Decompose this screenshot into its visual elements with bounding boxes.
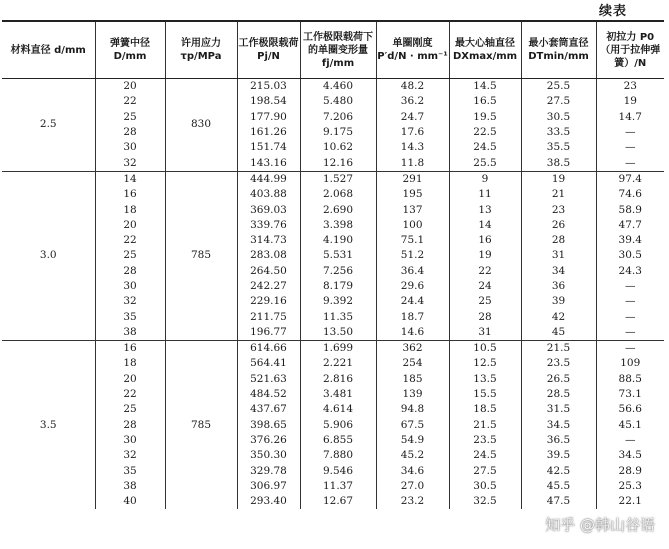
stiffness-cell: 291 (376, 171, 449, 187)
initial-tension-cell: 88.5 (596, 372, 664, 387)
stiffness-cell: 27.0 (376, 479, 449, 494)
mean-diameter-cell: 25 (95, 402, 165, 417)
min-sleeve-cell: 23 (521, 202, 596, 217)
deflection-cell: 13.50 (300, 325, 376, 341)
allowable-stress-cell: 785 (165, 341, 237, 510)
limit-load-cell: 403.88 (237, 187, 300, 202)
deflection-cell: 3.481 (300, 387, 376, 402)
min-sleeve-cell: 19 (521, 171, 596, 187)
initial-tension-cell: 24.3 (596, 264, 664, 279)
limit-load-cell: 369.03 (237, 202, 300, 217)
max-mandrel-cell: 16 (449, 233, 521, 248)
limit-load-cell: 215.03 (237, 79, 300, 95)
limit-load-cell: 293.40 (237, 494, 300, 509)
min-sleeve-cell: 23.5 (521, 356, 596, 371)
stiffness-cell: 24.7 (376, 110, 449, 125)
min-sleeve-cell: 33.5 (521, 125, 596, 140)
max-mandrel-cell: 24.5 (449, 140, 521, 155)
table-row (2, 418, 664, 433)
stiffness-cell: 36.4 (376, 264, 449, 279)
limit-load-cell: 398.65 (237, 418, 300, 433)
mean-diameter-cell: 20 (95, 79, 165, 95)
limit-load-cell: 264.50 (237, 264, 300, 279)
stiffness-cell: 29.6 (376, 279, 449, 294)
limit-load-cell: 151.74 (237, 140, 300, 155)
table-row (2, 356, 664, 371)
limit-load-cell: 283.08 (237, 248, 300, 263)
stiffness-cell: 137 (376, 202, 449, 217)
max-mandrel-cell: 15.5 (449, 387, 521, 402)
initial-tension-cell: — (596, 125, 664, 140)
table-row (2, 110, 664, 125)
stiffness-cell: 195 (376, 187, 449, 202)
mean-diameter-cell: 35 (95, 309, 165, 324)
column-header: 初拉力 P0（用于拉伸弹簧）/N (596, 21, 664, 79)
max-mandrel-cell: 19 (449, 248, 521, 263)
deflection-cell: 5.480 (300, 94, 376, 109)
min-sleeve-cell: 45.5 (521, 479, 596, 494)
limit-load-cell: 350.30 (237, 448, 300, 463)
stiffness-cell: 185 (376, 372, 449, 387)
wire-diameter-cell: 2.5 (2, 79, 95, 172)
table-row (2, 372, 664, 387)
column-header: 弹簧中径 D/mm (95, 21, 165, 79)
limit-load-cell: 521.63 (237, 372, 300, 387)
limit-load-cell: 177.90 (237, 110, 300, 125)
allowable-stress-cell: 830 (165, 79, 237, 172)
mean-diameter-cell: 22 (95, 233, 165, 248)
limit-load-cell: 339.76 (237, 218, 300, 233)
limit-load-cell: 376.26 (237, 433, 300, 448)
mean-diameter-cell: 30 (95, 433, 165, 448)
initial-tension-cell: 73.1 (596, 387, 664, 402)
limit-load-cell: 614.66 (237, 341, 300, 357)
max-mandrel-cell: 13 (449, 202, 521, 217)
min-sleeve-cell: 34.5 (521, 418, 596, 433)
deflection-cell: 9.392 (300, 294, 376, 309)
limit-load-cell: 196.77 (237, 325, 300, 341)
deflection-cell: 7.206 (300, 110, 376, 125)
table-row (2, 187, 664, 202)
stiffness-cell: 94.8 (376, 402, 449, 417)
initial-tension-cell: — (596, 309, 664, 324)
table-row (2, 387, 664, 402)
min-sleeve-cell: 42 (521, 309, 596, 324)
column-header: 最小套筒直径 DTmin/mm (521, 21, 596, 79)
initial-tension-cell: 74.6 (596, 187, 664, 202)
table-row (2, 233, 664, 248)
min-sleeve-cell: 28 (521, 233, 596, 248)
mean-diameter-cell: 30 (95, 140, 165, 155)
mean-diameter-cell: 32 (95, 294, 165, 309)
initial-tension-cell: 30.5 (596, 248, 664, 263)
mean-diameter-cell: 22 (95, 387, 165, 402)
limit-load-cell: 444.99 (237, 171, 300, 187)
table-row (2, 94, 664, 109)
max-mandrel-cell: 13.5 (449, 372, 521, 387)
header-row (2, 21, 664, 79)
initial-tension-cell: 25.3 (596, 479, 664, 494)
stiffness-cell: 11.8 (376, 155, 449, 171)
stiffness-cell: 100 (376, 218, 449, 233)
mean-diameter-cell: 28 (95, 418, 165, 433)
initial-tension-cell: — (596, 279, 664, 294)
max-mandrel-cell: 25.5 (449, 155, 521, 171)
table-row (2, 155, 664, 171)
stiffness-cell: 54.9 (376, 433, 449, 448)
table-row (2, 248, 664, 263)
initial-tension-cell: 97.4 (596, 171, 664, 187)
initial-tension-cell: — (596, 294, 664, 309)
stiffness-cell: 36.2 (376, 94, 449, 109)
table-row (2, 402, 664, 417)
initial-tension-cell: — (596, 433, 664, 448)
initial-tension-cell: 39.4 (596, 233, 664, 248)
max-mandrel-cell: 19.5 (449, 110, 521, 125)
stiffness-cell: 45.2 (376, 448, 449, 463)
table-row (2, 140, 664, 155)
limit-load-cell: 211.75 (237, 309, 300, 324)
initial-tension-cell: 45.1 (596, 418, 664, 433)
limit-load-cell: 198.54 (237, 94, 300, 109)
deflection-cell: 2.068 (300, 187, 376, 202)
max-mandrel-cell: 18.5 (449, 402, 521, 417)
column-header: 材料直径 d/mm (2, 21, 95, 79)
table-row (2, 264, 664, 279)
initial-tension-cell: 14.7 (596, 110, 664, 125)
max-mandrel-cell: 14 (449, 218, 521, 233)
table-row (2, 463, 664, 478)
limit-load-cell: 484.52 (237, 387, 300, 402)
min-sleeve-cell: 39 (521, 294, 596, 309)
max-mandrel-cell: 21.5 (449, 418, 521, 433)
initial-tension-cell: 58.9 (596, 202, 664, 217)
stiffness-cell: 14.6 (376, 325, 449, 341)
mean-diameter-cell: 28 (95, 125, 165, 140)
table-row (2, 494, 664, 509)
table-row (2, 218, 664, 233)
min-sleeve-cell: 47.5 (521, 494, 596, 509)
initial-tension-cell: 34.5 (596, 448, 664, 463)
max-mandrel-cell: 25 (449, 294, 521, 309)
deflection-cell: 1.527 (300, 171, 376, 187)
column-header: 单圈刚度 P′d/N · mm⁻¹ (376, 21, 449, 79)
deflection-cell: 4.190 (300, 233, 376, 248)
table-row (2, 279, 664, 294)
spring-spec-table (2, 20, 664, 509)
limit-load-cell: 143.16 (237, 155, 300, 171)
initial-tension-cell: 28.9 (596, 463, 664, 478)
mean-diameter-cell: 28 (95, 264, 165, 279)
initial-tension-cell: 109 (596, 356, 664, 371)
deflection-cell: 5.531 (300, 248, 376, 263)
initial-tension-cell: — (596, 140, 664, 155)
stiffness-cell: 14.3 (376, 140, 449, 155)
max-mandrel-cell: 28 (449, 309, 521, 324)
mean-diameter-cell: 38 (95, 325, 165, 341)
min-sleeve-cell: 30.5 (521, 110, 596, 125)
column-header: 许用应力 τp/MPa (165, 21, 237, 79)
max-mandrel-cell: 12.5 (449, 356, 521, 371)
initial-tension-cell: — (596, 341, 664, 357)
initial-tension-cell: 22.1 (596, 494, 664, 509)
table-row (2, 79, 664, 95)
max-mandrel-cell: 30.5 (449, 479, 521, 494)
max-mandrel-cell: 31 (449, 325, 521, 341)
initial-tension-cell: 47.7 (596, 218, 664, 233)
deflection-cell: 9.175 (300, 125, 376, 140)
deflection-cell: 10.62 (300, 140, 376, 155)
mean-diameter-cell: 18 (95, 356, 165, 371)
allowable-stress-cell: 785 (165, 171, 237, 340)
table-row (2, 309, 664, 324)
mean-diameter-cell: 20 (95, 372, 165, 387)
limit-load-cell: 242.27 (237, 279, 300, 294)
limit-load-cell: 229.16 (237, 294, 300, 309)
min-sleeve-cell: 27.5 (521, 94, 596, 109)
mean-diameter-cell: 32 (95, 448, 165, 463)
max-mandrel-cell: 27.5 (449, 463, 521, 478)
min-sleeve-cell: 42.5 (521, 463, 596, 478)
initial-tension-cell: — (596, 325, 664, 341)
max-mandrel-cell: 22.5 (449, 125, 521, 140)
deflection-cell: 2.221 (300, 356, 376, 371)
deflection-cell: 1.699 (300, 341, 376, 357)
max-mandrel-cell: 24.5 (449, 448, 521, 463)
mean-diameter-cell: 14 (95, 171, 165, 187)
stiffness-cell: 34.6 (376, 463, 449, 478)
wire-diameter-cell: 3.5 (2, 341, 95, 510)
mean-diameter-cell: 32 (95, 155, 165, 171)
min-sleeve-cell: 26.5 (521, 372, 596, 387)
deflection-cell: 4.614 (300, 402, 376, 417)
min-sleeve-cell: 21.5 (521, 341, 596, 357)
mean-diameter-cell: 25 (95, 110, 165, 125)
max-mandrel-cell: 14.5 (449, 79, 521, 95)
min-sleeve-cell: 28.5 (521, 387, 596, 402)
min-sleeve-cell: 21 (521, 187, 596, 202)
min-sleeve-cell: 36 (521, 279, 596, 294)
deflection-cell: 11.35 (300, 309, 376, 324)
min-sleeve-cell: 39.5 (521, 448, 596, 463)
mean-diameter-cell: 16 (95, 187, 165, 202)
min-sleeve-cell: 25.5 (521, 79, 596, 95)
limit-load-cell: 161.26 (237, 125, 300, 140)
min-sleeve-cell: 31 (521, 248, 596, 263)
min-sleeve-cell: 36.5 (521, 433, 596, 448)
mean-diameter-cell: 35 (95, 463, 165, 478)
deflection-cell: 2.690 (300, 202, 376, 217)
min-sleeve-cell: 26 (521, 218, 596, 233)
initial-tension-cell: 56.6 (596, 402, 664, 417)
deflection-cell: 9.546 (300, 463, 376, 478)
deflection-cell: 8.179 (300, 279, 376, 294)
stiffness-cell: 18.7 (376, 309, 449, 324)
table-row (2, 479, 664, 494)
mean-diameter-cell: 38 (95, 479, 165, 494)
wire-diameter-cell: 3.0 (2, 171, 95, 340)
max-mandrel-cell: 16.5 (449, 94, 521, 109)
mean-diameter-cell: 22 (95, 94, 165, 109)
limit-load-cell: 437.67 (237, 402, 300, 417)
max-mandrel-cell: 10.5 (449, 341, 521, 357)
table-row (2, 448, 664, 463)
limit-load-cell: 306.97 (237, 479, 300, 494)
table-row (2, 171, 664, 187)
watermark: 知乎 @韩山谷语 (545, 516, 655, 534)
min-sleeve-cell: 31.5 (521, 402, 596, 417)
limit-load-cell: 329.78 (237, 463, 300, 478)
column-header: 最大心轴直径 DXmax/mm (449, 21, 521, 79)
max-mandrel-cell: 9 (449, 171, 521, 187)
deflection-cell: 12.67 (300, 494, 376, 509)
mean-diameter-cell: 25 (95, 248, 165, 263)
limit-load-cell: 564.41 (237, 356, 300, 371)
deflection-cell: 11.37 (300, 479, 376, 494)
stiffness-cell: 51.2 (376, 248, 449, 263)
deflection-cell: 12.16 (300, 155, 376, 171)
table-row (2, 125, 664, 140)
initial-tension-cell: 23 (596, 79, 664, 95)
stiffness-cell: 75.1 (376, 233, 449, 248)
table-body (2, 79, 664, 510)
stiffness-cell: 67.5 (376, 418, 449, 433)
deflection-cell: 5.906 (300, 418, 376, 433)
max-mandrel-cell: 23.5 (449, 433, 521, 448)
table-row (2, 325, 664, 341)
deflection-cell: 4.460 (300, 79, 376, 95)
max-mandrel-cell: 24 (449, 279, 521, 294)
deflection-cell: 2.816 (300, 372, 376, 387)
max-mandrel-cell: 11 (449, 187, 521, 202)
initial-tension-cell: — (596, 155, 664, 171)
stiffness-cell: 24.4 (376, 294, 449, 309)
mean-diameter-cell: 40 (95, 494, 165, 509)
deflection-cell: 3.398 (300, 218, 376, 233)
stiffness-cell: 254 (376, 356, 449, 371)
mean-diameter-cell: 30 (95, 279, 165, 294)
stiffness-cell: 362 (376, 341, 449, 357)
table-row (2, 433, 664, 448)
table-row (2, 294, 664, 309)
stiffness-cell: 17.6 (376, 125, 449, 140)
min-sleeve-cell: 38.5 (521, 155, 596, 171)
continued-label: 续表 (598, 4, 627, 19)
stiffness-cell: 23.2 (376, 494, 449, 509)
mean-diameter-cell: 20 (95, 218, 165, 233)
table-row (2, 341, 664, 357)
max-mandrel-cell: 32.5 (449, 494, 521, 509)
table-row (2, 202, 664, 217)
column-header: 工作极限载荷 Pj/N (237, 21, 300, 79)
min-sleeve-cell: 35.5 (521, 140, 596, 155)
max-mandrel-cell: 22 (449, 264, 521, 279)
mean-diameter-cell: 18 (95, 202, 165, 217)
deflection-cell: 7.256 (300, 264, 376, 279)
limit-load-cell: 314.73 (237, 233, 300, 248)
deflection-cell: 7.880 (300, 448, 376, 463)
stiffness-cell: 139 (376, 387, 449, 402)
initial-tension-cell: 19 (596, 94, 664, 109)
mean-diameter-cell: 16 (95, 341, 165, 357)
column-header: 工作极限载荷下的单圈变形量 fj/mm (300, 21, 376, 79)
min-sleeve-cell: 34 (521, 264, 596, 279)
min-sleeve-cell: 45 (521, 325, 596, 341)
stiffness-cell: 48.2 (376, 79, 449, 95)
deflection-cell: 6.855 (300, 433, 376, 448)
